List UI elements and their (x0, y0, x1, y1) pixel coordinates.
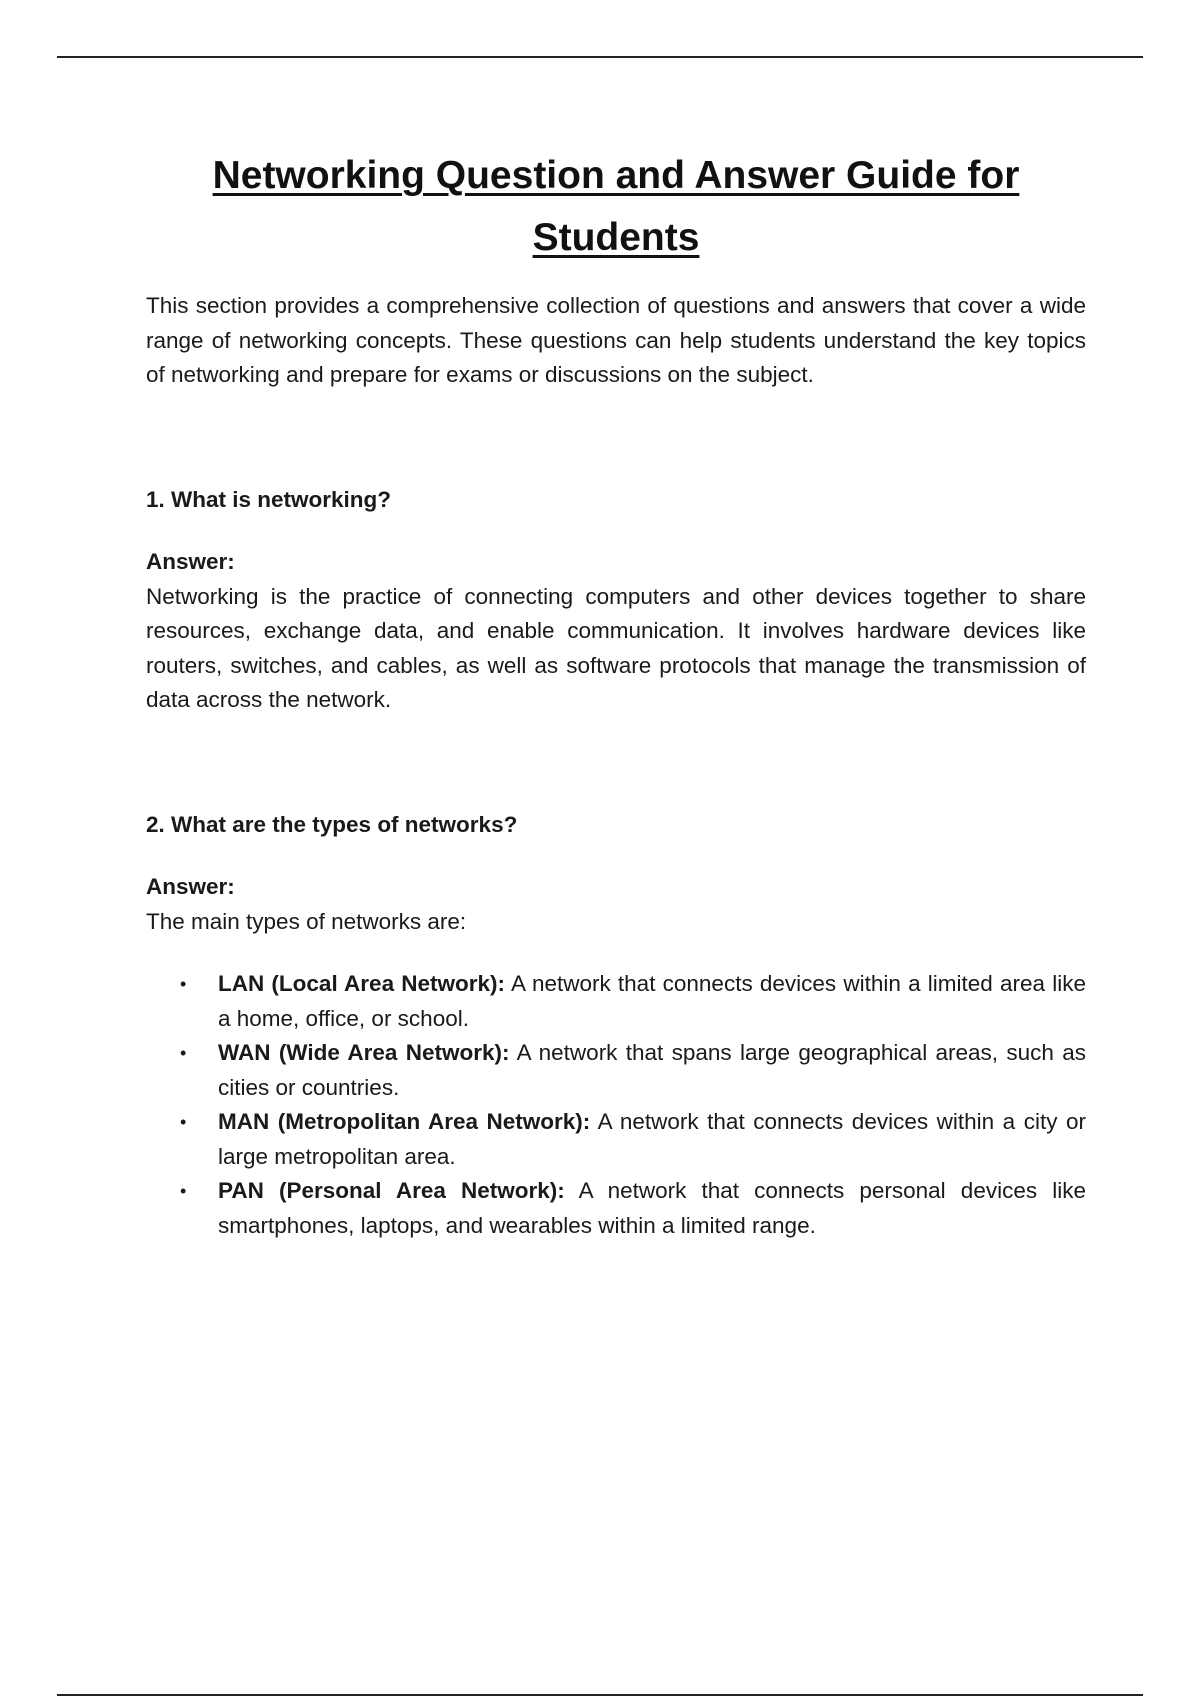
list-item-lan (180, 967, 1086, 1036)
question-1-answer-label: Answer: (146, 549, 235, 574)
document-body (146, 145, 1086, 1243)
header-rule (57, 56, 1143, 58)
question-1-heading: 1. What is networking? (146, 486, 392, 512)
question-1-section (146, 483, 1086, 718)
bullet-icon: • (180, 1043, 187, 1063)
list-item-term: MAN (Metropolitan Area Network): (218, 1109, 591, 1134)
question-2-answer-label: Answer: (146, 874, 235, 899)
list-item-description: A network that connects personal devices like smartphones, laptops, and wearables within a limited range. (218, 1178, 1086, 1238)
bullet-icon: • (180, 1112, 187, 1132)
list-item-description: A network that connects devices within a city or large metropolitan area. (218, 1109, 1086, 1169)
document-title: Networking Question and Answer Guide for Students (212, 154, 1020, 259)
list-item-description: A network that spans large geographical areas, such as cities or countries. (218, 1040, 1086, 1100)
list-item-term: WAN (Wide Area Network): (218, 1040, 510, 1065)
network-types-list (146, 967, 1086, 1243)
list-item-term: PAN (Personal Area Network): (218, 1178, 565, 1203)
list-item-wan (180, 1036, 1086, 1105)
intro-paragraph: This section provides a comprehensive collection of questions and answers that cover a wide range of networking concepts. These questions can help students understand the key topics of networking and prepare for exams or discussions on the subject. (146, 293, 1086, 387)
list-item-man (180, 1105, 1086, 1174)
question-2-section (146, 808, 1086, 1244)
bullet-icon: • (180, 1181, 187, 1201)
bullet-icon: • (180, 974, 187, 994)
footer-rule (57, 1694, 1143, 1696)
question-2-heading: 2. What are the types of networks? (146, 811, 518, 837)
question-2-answer-intro: The main types of networks are: (146, 908, 467, 934)
list-item-description: A network that connects devices within a limited area like a home, office, or school. (218, 971, 1086, 1031)
list-item-pan (180, 1174, 1086, 1243)
list-item-term: LAN (Local Area Network): (218, 971, 506, 996)
question-1-answer-text: Networking is the practice of connecting computers and other devices together to share resources, exchange data, and enable communication. It involves hardware devices like routers, switches, and cables, as well as software protocols that manage the transmission of data across the network. (146, 583, 1086, 712)
